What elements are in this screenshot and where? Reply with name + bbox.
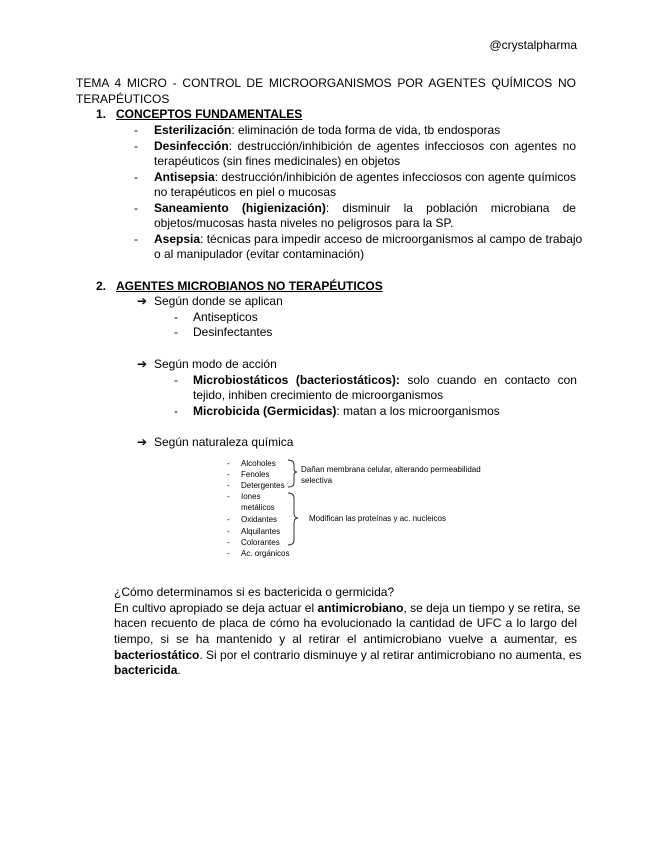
answer-text: . <box>177 663 181 677</box>
page-title-line2: TERAPÉUTICOS <box>76 92 170 106</box>
bullet-dash: - <box>134 170 138 184</box>
figure-item-ac-organicos: Ac. orgánicos <box>241 549 290 558</box>
answer-line-4 <box>114 648 582 664</box>
figure-dash: - <box>227 470 230 479</box>
bullet-dash: - <box>174 325 178 339</box>
concept-term: Antisepsia <box>154 170 215 184</box>
figure-dash: - <box>227 459 230 468</box>
group1-item-antisepticos: Antisepticos <box>193 310 258 324</box>
answer-text: . Si por el contrario disminuye y al retirar antimicrobiano no aumenta, es <box>199 648 582 662</box>
arrow-right-icon: ➔ <box>137 435 148 449</box>
figure-note-membrana: Dañan membrana celular, alterando permeabilidad <box>301 465 481 474</box>
bullet-dash: - <box>134 232 138 246</box>
concept-saneamiento <box>154 201 576 216</box>
bullet-dash: - <box>174 373 178 387</box>
section1-title: CONCEPTOS FUNDAMENTALES <box>116 107 303 121</box>
concept-term: Asepsia <box>154 232 201 246</box>
figure-dash: - <box>227 527 230 536</box>
figure-item-alcoholes: Alcoholes <box>241 459 276 468</box>
figure-item-detergentes: Detergentes <box>241 481 285 490</box>
figure-dash: - <box>227 481 230 490</box>
figure-note-proteinas: Modifican las proteínas y ac. nucleicos <box>309 514 446 523</box>
concept-antisepsia <box>154 170 576 185</box>
group1-item-desinfectantes: Desinfectantes <box>193 325 273 339</box>
figure-item-metalicos: metálicos <box>241 503 275 512</box>
concept-text: : técnicas para impedir acceso de microorganismos al campo de trabajo <box>200 232 583 246</box>
item-term: Microbiostáticos (bacteriostáticos): <box>193 373 400 387</box>
figure-item-oxidantes: Oxidantes <box>241 515 278 524</box>
answer-line-1 <box>114 601 581 617</box>
group-label-modo-accion: Según modo de acción <box>154 357 277 371</box>
figure-item-iones: Iones <box>241 492 261 501</box>
bullet-dash: - <box>174 404 178 418</box>
concept-text: : disminuir la población microbiana de <box>325 201 576 215</box>
section2-number: 2. <box>96 279 107 293</box>
bullet-dash: - <box>134 201 138 215</box>
bullet-dash: - <box>134 123 138 137</box>
figure-dash: - <box>227 538 230 547</box>
answer-line-2: hacen recuento de placa de cómo ha evolucionado la cantidad de UFC a lo largo del <box>114 616 577 630</box>
group-label-aplicacion: Según donde se aplican <box>154 294 283 308</box>
group-label-naturaleza: Según naturaleza química <box>154 435 294 449</box>
item-term: Microbicida (Germicidas) <box>193 404 337 418</box>
group2-item-microbiostaticos <box>193 373 577 388</box>
brace-icon <box>285 458 301 558</box>
concept-term: Saneamiento (higienización) <box>154 201 326 215</box>
author-handle: @crystalpharma <box>489 38 577 52</box>
figure-dash: - <box>227 515 230 524</box>
section2-heading <box>96 279 383 294</box>
concept-text: : destrucción/inhibición de agentes infecciosos con agente químicos <box>214 170 576 184</box>
figure-item-alquilantes: Alquilantes <box>241 527 281 536</box>
answer-text: , se deja un tiempo y se retira, se <box>403 601 581 615</box>
answer-line-5 <box>114 663 577 679</box>
answer-bold: bactericida <box>114 663 178 677</box>
bullet-dash: - <box>134 139 138 153</box>
section1-heading <box>96 107 302 122</box>
figure-note-membrana-cont: selectiva <box>301 476 333 485</box>
figure-dash: - <box>227 492 230 501</box>
section2-title: AGENTES MICROBIANOS NO TERAPÉUTICOS <box>116 279 383 293</box>
item-text: : matan a los microorganismos <box>336 404 500 418</box>
concept-asepsia <box>154 232 582 247</box>
concept-asepsia-cont: o al manipulador (evitar contaminación) <box>154 247 365 261</box>
arrow-right-icon: ➔ <box>137 357 148 371</box>
arrow-right-icon: ➔ <box>137 294 148 308</box>
answer-text: En cultivo apropiado se deja actuar el <box>114 601 318 615</box>
concept-antisepsia-cont: no terapéuticos en piel o mucosas <box>154 185 337 199</box>
concept-esterilizacion <box>154 123 500 138</box>
group2-item-microbiostaticos-cont: tejido, inhiben crecimiento de microorganismos <box>193 388 444 402</box>
concept-term: Desinfección <box>154 139 229 153</box>
figure-item-colorantes: Colorantes <box>241 538 280 547</box>
section1-number: 1. <box>96 107 107 121</box>
concept-desinfeccion <box>154 139 576 154</box>
bullet-dash: - <box>174 310 178 324</box>
concept-desinfeccion-cont: terapéuticos (sin fines medicinales) en objetos <box>154 154 401 168</box>
concept-saneamiento-cont: objetos/mucosas hasta niveles no peligrosos para la SP. <box>154 216 454 230</box>
concept-term: Esterilización <box>154 123 232 137</box>
answer-bold: bacteriostático <box>114 648 200 662</box>
answer-bold: antimicrobiano <box>317 601 404 615</box>
page-title-line1: TEMA 4 MICRO - CONTROL DE MICROORGANISMOS POR AGENTES QUÍMICOS NO <box>76 76 576 90</box>
concept-text: : eliminación de toda forma de vida, tb endosporas <box>231 123 501 137</box>
question-text: ¿Cómo determinamos si es bactericida o germicida? <box>114 585 395 599</box>
answer-line-3: tiempo, si se ha mantenido y al retirar el antimicrobiano vuelve a aumentar, es <box>114 632 577 646</box>
group2-item-microbicida <box>193 404 500 419</box>
concept-text: : destrucción/inhibición de agentes infecciosos con agentes no <box>228 139 576 153</box>
figure-item-fenoles: Fenoles <box>241 470 270 479</box>
item-text: solo cuando en contacto con <box>399 373 577 387</box>
figure-dash: - <box>227 549 230 558</box>
